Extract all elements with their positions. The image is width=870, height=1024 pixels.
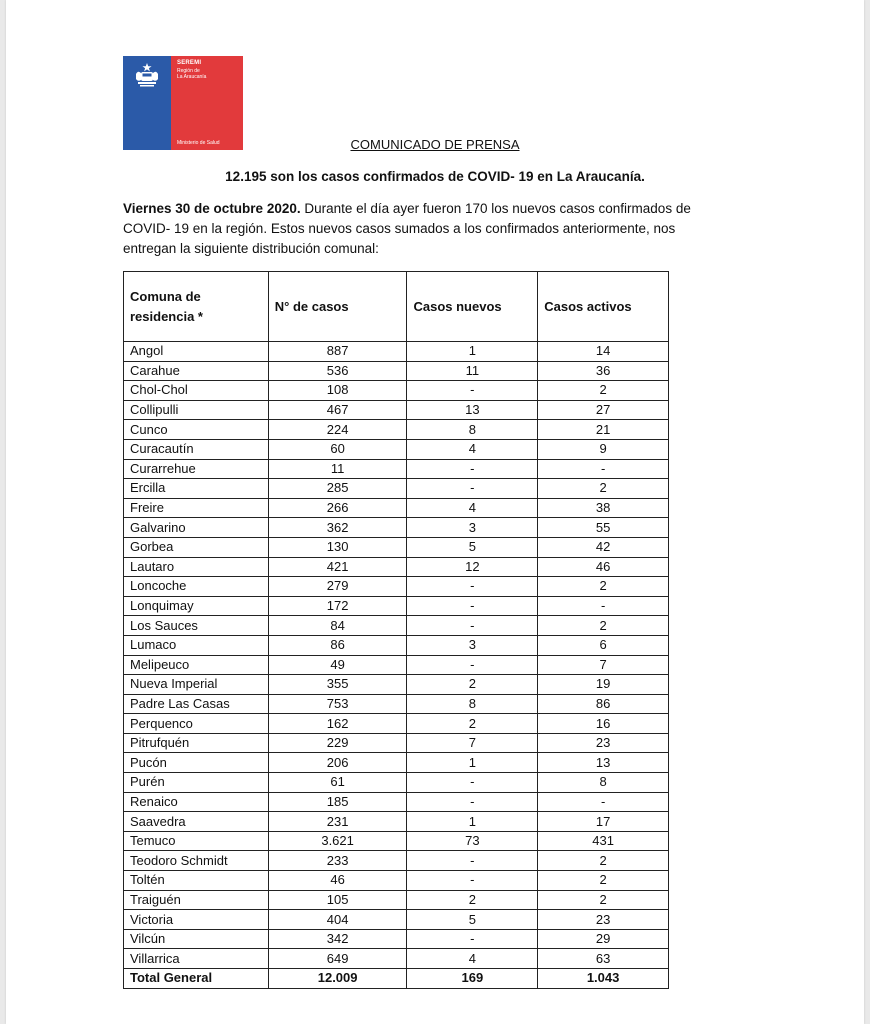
cell-comuna: Traiguén: [124, 890, 269, 910]
cell-activos: 2: [538, 479, 669, 499]
cell-casos: 46: [268, 871, 407, 891]
table-row: [124, 577, 669, 597]
cell-nuevos: 5: [407, 910, 538, 930]
cell-casos: 233: [268, 851, 407, 871]
table-header-row: [124, 272, 669, 342]
cell-activos: 16: [538, 714, 669, 734]
cell-casos: 229: [268, 733, 407, 753]
cell-activos: 23: [538, 733, 669, 753]
cell-nuevos: -: [407, 851, 538, 871]
cell-activos: -: [538, 596, 669, 616]
cell-nuevos: 1: [407, 342, 538, 362]
cell-activos: 8: [538, 773, 669, 793]
cell-casos: 61: [268, 773, 407, 793]
table-row: [124, 420, 669, 440]
cell-comuna: Freire: [124, 498, 269, 518]
cell-comuna: Victoria: [124, 910, 269, 930]
header-nuevos: Casos nuevos: [407, 272, 538, 342]
cell-activos: 55: [538, 518, 669, 538]
cell-nuevos: 4: [407, 439, 538, 459]
cell-comuna: Galvarino: [124, 518, 269, 538]
table-row: [124, 400, 669, 420]
cell-casos: 3.621: [268, 831, 407, 851]
cell-comuna: Los Sauces: [124, 616, 269, 636]
cell-casos: 49: [268, 655, 407, 675]
cell-comuna: Saavedra: [124, 812, 269, 832]
table-row: [124, 851, 669, 871]
table-row: [124, 479, 669, 499]
cell-activos: 29: [538, 929, 669, 949]
cell-comuna: Loncoche: [124, 577, 269, 597]
cell-activos: 7: [538, 655, 669, 675]
cell-activos: 23: [538, 910, 669, 930]
cell-comuna: Gorbea: [124, 537, 269, 557]
cell-comuna: Angol: [124, 342, 269, 362]
cell-activos: 431: [538, 831, 669, 851]
intro-paragraph: [123, 199, 723, 259]
cell-casos: 404: [268, 910, 407, 930]
header-comuna: Comuna de residencia *: [124, 272, 269, 342]
cell-nuevos: 2: [407, 714, 538, 734]
cell-nuevos: -: [407, 381, 538, 401]
cell-activos: -: [538, 459, 669, 479]
cell-casos: 536: [268, 361, 407, 381]
cell-activos: 2: [538, 871, 669, 891]
cell-comuna: Padre Las Casas: [124, 694, 269, 714]
table-row: [124, 753, 669, 773]
headline: 12.195 son los casos confirmados de COVID- 19 en La Araucanía.: [225, 169, 645, 184]
cell-nuevos: 3: [407, 635, 538, 655]
cell-nuevos: 1: [407, 753, 538, 773]
cell-activos: 46: [538, 557, 669, 577]
cell-casos: 130: [268, 537, 407, 557]
total-cell-nuevos: 169: [407, 969, 538, 989]
cell-nuevos: -: [407, 655, 538, 675]
table-row: [124, 792, 669, 812]
table-row: [124, 361, 669, 381]
cell-nuevos: 73: [407, 831, 538, 851]
cell-comuna: Purén: [124, 773, 269, 793]
logo-title: SEREMI: [177, 60, 202, 66]
coat-of-arms-icon: [132, 62, 162, 88]
table-row: [124, 871, 669, 891]
table-row: [124, 929, 669, 949]
cell-casos: 185: [268, 792, 407, 812]
cell-casos: 362: [268, 518, 407, 538]
table-row: [124, 537, 669, 557]
table-row: [124, 381, 669, 401]
cell-comuna: Lumaco: [124, 635, 269, 655]
cell-activos: 6: [538, 635, 669, 655]
cell-comuna: Curacautín: [124, 439, 269, 459]
intro-line1: Durante el día ayer fueron 170 los nuevos casos confirmados de: [300, 201, 691, 216]
table-body: [124, 342, 669, 989]
cell-casos: 11: [268, 459, 407, 479]
cell-activos: 86: [538, 694, 669, 714]
cell-nuevos: 2: [407, 890, 538, 910]
header-activos: Casos activos: [538, 272, 669, 342]
cell-activos: 2: [538, 577, 669, 597]
table-row: [124, 694, 669, 714]
cell-activos: 63: [538, 949, 669, 969]
cell-activos: 38: [538, 498, 669, 518]
table-total-row: [124, 969, 669, 989]
cell-casos: 172: [268, 596, 407, 616]
cell-nuevos: -: [407, 929, 538, 949]
cell-activos: 2: [538, 851, 669, 871]
cell-nuevos: -: [407, 616, 538, 636]
cell-nuevos: 4: [407, 498, 538, 518]
cell-comuna: Cunco: [124, 420, 269, 440]
table-row: [124, 831, 669, 851]
total-cell-activos: 1.043: [538, 969, 669, 989]
cell-activos: 17: [538, 812, 669, 832]
press-release-heading: COMUNICADO DE PRENSA: [350, 137, 520, 152]
cell-nuevos: 7: [407, 733, 538, 753]
cell-casos: 421: [268, 557, 407, 577]
cell-casos: 231: [268, 812, 407, 832]
cell-casos: 108: [268, 381, 407, 401]
cases-table: [123, 271, 669, 989]
cell-comuna: Nueva Imperial: [124, 675, 269, 695]
cell-activos: 42: [538, 537, 669, 557]
intro-line3: entregan la siguiente distribución comunal:: [123, 241, 379, 256]
cell-comuna: Renaico: [124, 792, 269, 812]
cell-comuna: Carahue: [124, 361, 269, 381]
table-row: [124, 733, 669, 753]
cell-activos: 27: [538, 400, 669, 420]
cell-comuna: Vilcún: [124, 929, 269, 949]
logo-blue-panel: [123, 56, 171, 150]
cell-nuevos: 8: [407, 420, 538, 440]
table-row: [124, 890, 669, 910]
table-row: [124, 773, 669, 793]
cell-nuevos: 12: [407, 557, 538, 577]
cell-casos: 84: [268, 616, 407, 636]
cell-casos: 162: [268, 714, 407, 734]
cell-nuevos: -: [407, 596, 538, 616]
cell-nuevos: -: [407, 459, 538, 479]
table-row: [124, 596, 669, 616]
total-cell-comuna: Total General: [124, 969, 269, 989]
cell-activos: 9: [538, 439, 669, 459]
cell-casos: 887: [268, 342, 407, 362]
cell-activos: 21: [538, 420, 669, 440]
header-casos: N° de casos: [268, 272, 407, 342]
cell-comuna: Collipulli: [124, 400, 269, 420]
intro-line2: COVID- 19 en la región. Estos nuevos casos sumados a los confirmados anteriormente, nos: [123, 221, 676, 236]
table-row: [124, 949, 669, 969]
cell-comuna: Lautaro: [124, 557, 269, 577]
cell-comuna: Pitrufquén: [124, 733, 269, 753]
table-row: [124, 655, 669, 675]
cell-casos: 266: [268, 498, 407, 518]
table-row: [124, 459, 669, 479]
cell-nuevos: 1: [407, 812, 538, 832]
cell-casos: 467: [268, 400, 407, 420]
logo-ministry: Ministerio de Salud: [177, 140, 220, 146]
cell-casos: 105: [268, 890, 407, 910]
cell-casos: 649: [268, 949, 407, 969]
cell-nuevos: 5: [407, 537, 538, 557]
cell-casos: 60: [268, 439, 407, 459]
table-row: [124, 342, 669, 362]
table-row: [124, 714, 669, 734]
cell-casos: 342: [268, 929, 407, 949]
cell-nuevos: -: [407, 773, 538, 793]
seremi-logo: [123, 56, 243, 150]
table-row: [124, 498, 669, 518]
table-row: [124, 635, 669, 655]
table-row: [124, 616, 669, 636]
logo-region: [177, 68, 206, 80]
cell-nuevos: -: [407, 871, 538, 891]
logo-region-line2: La Araucanía: [177, 74, 207, 80]
total-cell-casos: 12.009: [268, 969, 407, 989]
cell-activos: 19: [538, 675, 669, 695]
cell-casos: 206: [268, 753, 407, 773]
cell-comuna: Temuco: [124, 831, 269, 851]
cell-activos: 36: [538, 361, 669, 381]
cell-comuna: Curarrehue: [124, 459, 269, 479]
cell-comuna: Pucón: [124, 753, 269, 773]
intro-date: Viernes 30 de octubre 2020.: [123, 201, 301, 216]
cell-comuna: Teodoro Schmidt: [124, 851, 269, 871]
cell-casos: 355: [268, 675, 407, 695]
table-row: [124, 557, 669, 577]
cell-activos: 2: [538, 890, 669, 910]
cell-activos: 2: [538, 616, 669, 636]
cell-casos: 753: [268, 694, 407, 714]
logo-region-line1: Región de: [177, 68, 200, 74]
cell-comuna: Perquenco: [124, 714, 269, 734]
cell-nuevos: 4: [407, 949, 538, 969]
cell-casos: 224: [268, 420, 407, 440]
press-release-page: [6, 0, 864, 1024]
cell-activos: 14: [538, 342, 669, 362]
cell-activos: -: [538, 792, 669, 812]
logo-red-panel: [171, 56, 243, 150]
cell-casos: 86: [268, 635, 407, 655]
cell-nuevos: 3: [407, 518, 538, 538]
cell-nuevos: 11: [407, 361, 538, 381]
cell-activos: 13: [538, 753, 669, 773]
table-row: [124, 518, 669, 538]
cell-nuevos: 13: [407, 400, 538, 420]
cell-comuna: Ercilla: [124, 479, 269, 499]
cell-comuna: Melipeuco: [124, 655, 269, 675]
cell-activos: 2: [538, 381, 669, 401]
cell-nuevos: 2: [407, 675, 538, 695]
table-row: [124, 812, 669, 832]
cell-casos: 279: [268, 577, 407, 597]
cell-casos: 285: [268, 479, 407, 499]
cell-comuna: Villarrica: [124, 949, 269, 969]
cell-nuevos: -: [407, 577, 538, 597]
cell-comuna: Toltén: [124, 871, 269, 891]
table-row: [124, 910, 669, 930]
cell-nuevos: -: [407, 479, 538, 499]
table-row: [124, 439, 669, 459]
cell-comuna: Chol-Chol: [124, 381, 269, 401]
cell-comuna: Lonquimay: [124, 596, 269, 616]
cell-nuevos: 8: [407, 694, 538, 714]
table-row: [124, 675, 669, 695]
cell-nuevos: -: [407, 792, 538, 812]
